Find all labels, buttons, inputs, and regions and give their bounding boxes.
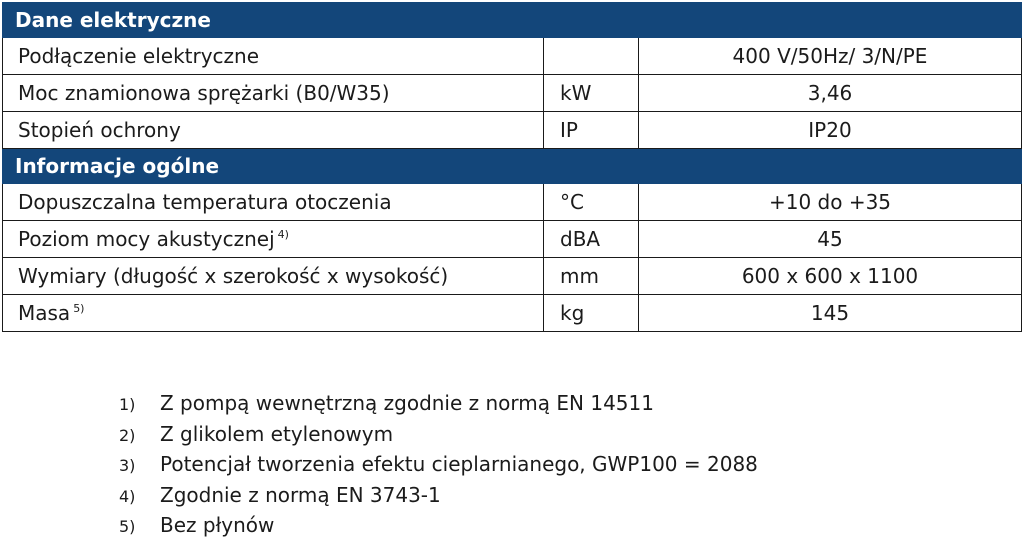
row-value: 3,46	[639, 75, 1022, 112]
section-title: Dane elektryczne	[3, 3, 1022, 38]
footnote-item	[119, 449, 758, 480]
footnote-text: Zgodnie z normą EN 3743-1	[160, 482, 441, 507]
row-label: Moc znamionowa sprężarki (B0/W35)	[3, 75, 544, 112]
section-header-electrical	[3, 3, 1022, 38]
footnote-number: 5)	[119, 517, 136, 536]
row-label-cell	[3, 295, 544, 332]
table-row	[3, 258, 1022, 295]
footnote-number: 1)	[119, 395, 136, 414]
row-unit: kW	[544, 75, 639, 112]
footnote-number: 2)	[119, 425, 136, 445]
row-label: Stopień ochrony	[3, 112, 544, 149]
section-header-general	[3, 149, 1022, 184]
footnote-ref: 5)	[73, 302, 85, 315]
row-unit: IP	[544, 112, 639, 149]
footnote-text: Z glikolem etylenowym	[160, 421, 394, 446]
row-value: 400 V/50Hz/ 3/N/PE	[639, 38, 1022, 75]
footnote-item	[119, 480, 758, 511]
table-row	[3, 221, 1022, 258]
table-row	[3, 295, 1022, 332]
row-unit: mm	[544, 258, 639, 295]
row-value: +10 do +35	[639, 184, 1022, 221]
table-row	[3, 38, 1022, 75]
footnote-ref: 4)	[277, 228, 289, 241]
section-title: Informacje ogólne	[3, 149, 1022, 184]
row-unit	[544, 38, 639, 75]
footnotes-list	[119, 388, 758, 541]
row-label: Wymiary (długość x szerokość x wysokość)	[3, 258, 544, 295]
row-unit: kg	[544, 295, 639, 332]
footnote-number: 3)	[119, 456, 136, 475]
footnote-item	[119, 510, 758, 541]
row-label: Dopuszczalna temperatura otoczenia	[3, 184, 544, 221]
footnote-item	[119, 388, 758, 419]
row-label: Masa	[18, 301, 71, 325]
table-row	[3, 75, 1022, 112]
footnote-item	[119, 419, 758, 450]
specification-table	[2, 2, 1022, 332]
footnote-text: Z pompą wewnętrzną zgodnie z normą EN 14511	[160, 391, 654, 415]
footnote-number: 4)	[119, 486, 136, 506]
row-value: 45	[639, 221, 1022, 258]
footnote-text: Bez płynów	[160, 513, 275, 537]
row-value: 145	[639, 295, 1022, 332]
row-label: Podłączenie elektryczne	[3, 38, 544, 75]
table-row	[3, 184, 1022, 221]
row-label: Poziom mocy akustycznej	[18, 227, 275, 251]
row-unit: dBA	[544, 221, 639, 258]
table-row	[3, 112, 1022, 149]
row-unit: °C	[544, 184, 639, 221]
row-value: IP20	[639, 112, 1022, 149]
row-label-cell	[3, 221, 544, 258]
footnote-text: Potencjał tworzenia efektu cieplarnianego, GWP100 = 2088	[160, 452, 758, 476]
row-value: 600 x 600 x 1100	[639, 258, 1022, 295]
